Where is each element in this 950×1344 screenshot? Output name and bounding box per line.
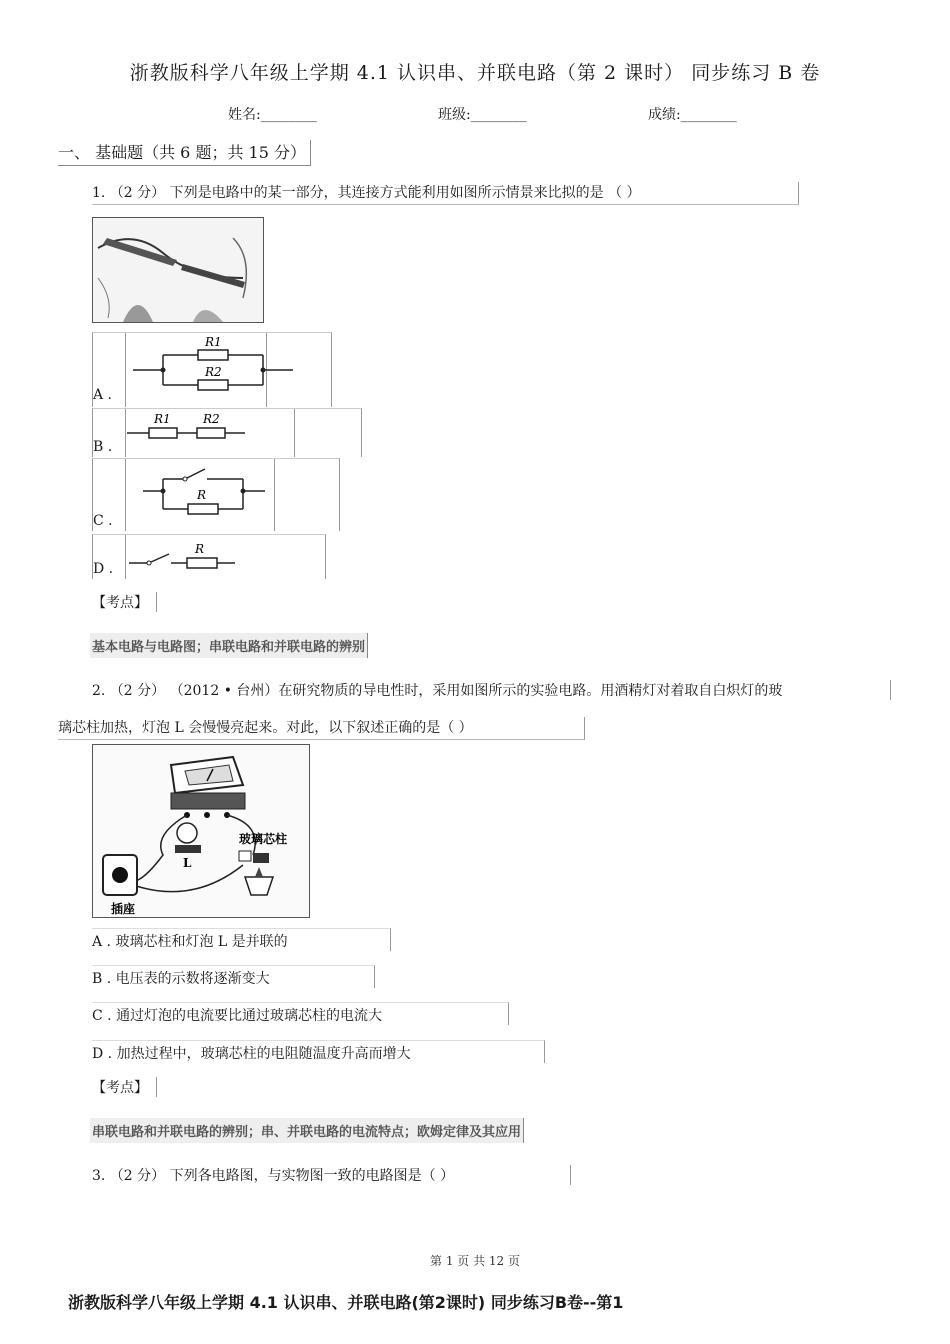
document-title: 浙教版科学八年级上学期 4.1 认识串、并联电路（第 2 课时） 同步练习 B 卷	[129, 62, 821, 84]
question-2-line-2: 璃芯柱加热，灯泡 L 会慢慢亮起来。对此，以下叙述正确的是（ ）	[58, 717, 585, 740]
question-3-text: 3. （2 分） 下列各电路图，与实物图一致的电路图是（ ）	[92, 1165, 571, 1185]
q2-topic-tag: 串联电路和并联电路的辨别；串、并联电路的电流特点；欧姆定律及其应用	[90, 1118, 524, 1143]
score-field-label: 成绩:________	[648, 107, 737, 123]
series-resistor-circuit-diagram	[127, 409, 297, 449]
q1-option-c[interactable]	[92, 458, 340, 531]
page-number: 第 1 页 共 12 页	[430, 1254, 520, 1268]
label-r: R	[195, 542, 205, 556]
q2-option-d[interactable]: D . 加热过程中，玻璃芯柱的电阻随温度升高而增大	[92, 1040, 545, 1063]
q2-kaodian-label: 【考点】	[92, 1077, 157, 1097]
glass-core-conductivity-experiment-illustration	[93, 745, 309, 917]
name-field-label: 姓名:________	[228, 107, 317, 123]
socket-label: 插座	[111, 902, 136, 916]
label-r2: R2	[203, 412, 220, 426]
boats-on-river-illustration	[93, 218, 263, 322]
q1-option-c-letter: C .	[93, 513, 113, 529]
q1-kaodian-label: 【考点】	[92, 592, 157, 612]
section-heading: 一、 基础题（共 6 题；共 15 分）	[58, 140, 311, 166]
q2-option-a[interactable]: A . 玻璃芯柱和灯泡 L 是并联的	[92, 928, 391, 951]
q1-option-a-letter: A .	[93, 387, 113, 403]
switch-parallel-resistor-circuit-diagram	[133, 461, 293, 527]
label-r1: R1	[154, 412, 171, 426]
q2-option-c[interactable]: C . 通过灯泡的电流要比通过玻璃芯柱的电流大	[92, 1002, 509, 1025]
q2-option-b[interactable]: B . 电压表的示数将逐渐变大	[92, 965, 375, 988]
q1-option-a[interactable]	[92, 332, 332, 407]
question-1-text: 1. （2 分） 下列是电路中的某一部分，其连接方式能利用如图所示情景来比拟的是 （ ）	[92, 182, 799, 205]
question-2-figure	[92, 744, 310, 918]
q1-topic-tag: 基本电路与电路图；串联电路和并联电路的辨别	[90, 633, 368, 658]
question-1-figure	[92, 217, 264, 323]
glass-core-label: 玻璃芯柱	[239, 832, 288, 846]
label-r2: R2	[205, 365, 222, 379]
footer-document-title: 浙教版科学八年级上学期 4.1 认识串、并联电路(第2课时) 同步练习B卷--第1	[68, 1293, 624, 1312]
q1-option-b[interactable]	[92, 408, 362, 457]
q1-option-b-letter: B .	[93, 439, 113, 455]
switch-series-resistor-circuit-diagram	[129, 535, 279, 575]
question-2-line-1: 2. （2 分） （2012 • 台州）在研究物质的导电性时，采用如图所示的实验电路。用酒精灯对着取自白炽灯的玻	[92, 680, 891, 700]
q1-option-d-letter: D .	[93, 561, 114, 577]
bulb-label: L	[183, 856, 192, 870]
class-field-label: 班级:________	[438, 107, 527, 123]
label-r: R	[197, 488, 207, 502]
parallel-resistor-circuit-diagram	[133, 335, 323, 405]
label-r1: R1	[205, 335, 222, 349]
q1-option-d[interactable]	[92, 534, 326, 579]
